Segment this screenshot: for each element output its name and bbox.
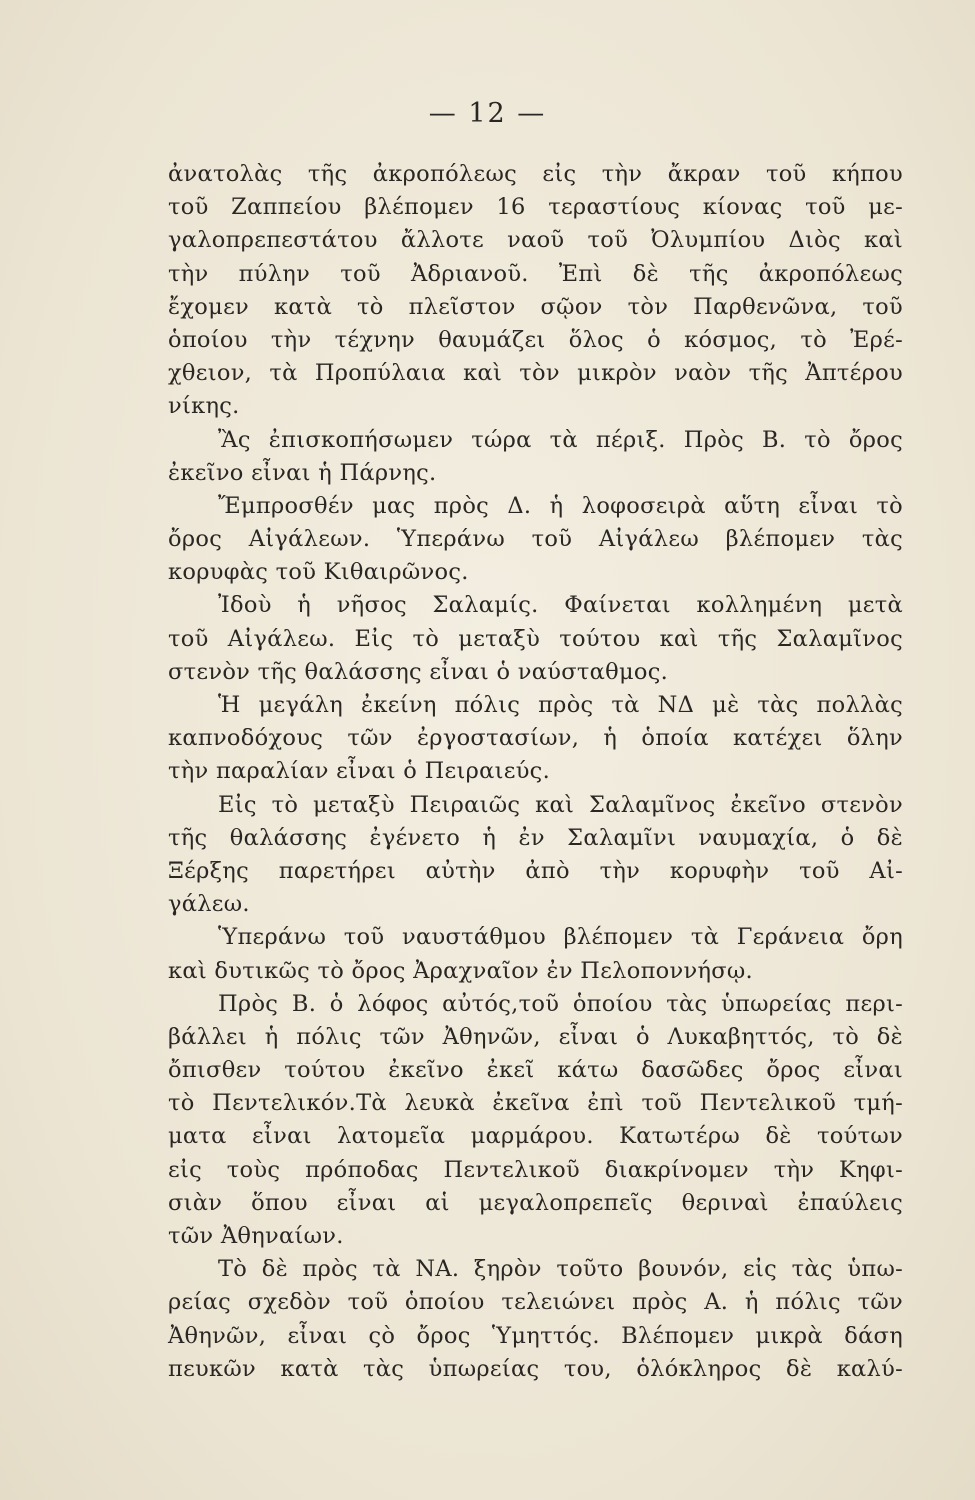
text-line: Ὑπεράνω τοῦ ναυστάθμου βλέπομεν τὰ Γεράνεια ὄρη	[218, 924, 903, 951]
text-line: ἐκεῖνο εἶναι ἡ Πάρνης.	[168, 459, 437, 486]
text-line: Εἰς τὸ μεταξὺ Πειραιῶς καὶ Σαλαμῖνος ἐκεῖνο στενὸν	[218, 791, 903, 818]
paragraph	[168, 158, 903, 424]
text-line: ἔχομεν κατὰ τὸ πλεῖστον σῷον τὸν Παρθενῶνα, τοῦ	[168, 293, 903, 320]
paragraph	[168, 1253, 903, 1386]
text-line: κορυφὰς τοῦ Κιθαιρῶνος.	[168, 559, 469, 586]
paragraph	[168, 589, 903, 689]
text-line: ἀνατολὰς τῆς ἀκροπόλεως εἰς τὴν ἄκραν τοῦ κήπου	[168, 161, 903, 187]
text-line: νίκης.	[168, 393, 240, 420]
text-line: στενὸν τῆς θαλάσσης εἶναι ὁ ναύσταθμος.	[168, 658, 669, 685]
text-line: χθειον, τὰ Προπύλαια καὶ τὸν μικρὸν ναὸν τῆς Ἀπτέρου	[168, 360, 903, 387]
text-line: τὸ Πεντελικόν.Τὰ λευκὰ ἐκεῖνα ἐπὶ τοῦ Πεντελικοῦ τμή-	[168, 1090, 903, 1117]
paragraph	[168, 689, 903, 789]
text-line: Τὸ δὲ πρὸς τὰ ΝΑ. ξηρὸν τοῦτο βουνόν, εἰς τὰς ὑπω-	[218, 1256, 903, 1283]
text-line: γάλεω.	[168, 891, 250, 918]
text-line: ὄπισθεν τούτου ἐκεῖνο ἐκεῖ κάτω δασῶδες ὄρος εἶναι	[168, 1057, 903, 1084]
text-line: ρείας σχεδὸν τοῦ ὁποίου τελειώνει πρὸς Α. ἡ πόλις τῶν	[168, 1289, 903, 1316]
paragraph	[168, 789, 903, 922]
paragraph	[168, 921, 903, 987]
body-text	[168, 158, 903, 1386]
paragraph	[168, 988, 903, 1254]
text-line: Ἡ μεγάλη ἐκείνη πόλις πρὸς τὰ ΝΔ μὲ τὰς πολλὰς	[218, 692, 903, 718]
text-line: τὴν παραλίαν εἶναι ὁ Πειραιεύς.	[168, 758, 551, 785]
paragraph	[168, 424, 903, 490]
text-line: εἰς τοὺς πρόποδας Πεντελικοῦ διακρίνομεν τὴν Κηφι-	[168, 1156, 903, 1183]
text-line: ματα εἶναι λατομεῖα μαρμάρου. Κατωτέρω δὲ τούτων	[168, 1123, 903, 1150]
text-line: τῶν Ἀθηναίων.	[168, 1223, 344, 1249]
text-line: Ἂς ἐπισκοπήσωμεν τώρα τὰ πέριξ. Πρὸς Β. τὸ ὄρος	[218, 426, 903, 453]
text-line: Ἰδοὺ ἡ νῆσος Σαλαμίς. Φαίνεται κολλημένη μετὰ	[218, 592, 903, 619]
text-line: τὴν πύλην τοῦ Ἀδριανοῦ. Ἐπὶ δὲ τῆς ἀκροπόλεως	[168, 260, 903, 287]
text-line: ὄρος Αἰγάλεων. Ὑπεράνω τοῦ Αἰγάλεω βλέπομεν τὰς	[168, 526, 903, 553]
text-line: τῆς θαλάσσης ἐγένετο ἡ ἐν Σαλαμῖνι ναυμαχία, ὁ δὲ	[168, 824, 903, 851]
text-line: σιὰν ὅπου εἶναι αἱ μεγαλοπρεπεῖς θεριναὶ ἐπαύλεις	[168, 1189, 903, 1216]
text-line: καὶ δυτικῶς τὸ ὄρος Ἀραχναῖον ἐν Πελοποννήσῳ.	[168, 957, 753, 984]
text-line: καπνοδόχους τῶν ἐργοστασίων, ἡ ὁποία κατέχει ὅλην	[168, 725, 903, 752]
text-line: βάλλει ἡ πόλις τῶν Ἀθηνῶν, εἶναι ὁ Λυκαβηττός, τὸ δὲ	[168, 1023, 903, 1050]
text-line: ὁποίου τὴν τέχνην θαυμάζει ὅλος ὁ κόσμος, τὸ Ἐρέ-	[168, 326, 903, 353]
text-line: Ἔμπροσθέν μας πρὸς Δ. ἡ λοφοσειρὰ αὕτη εἶναι τὸ	[218, 492, 903, 519]
text-line: τοῦ Αἰγάλεω. Εἰς τὸ μεταξὺ τούτου καὶ τῆς Σαλαμῖνος	[168, 625, 903, 652]
text-line: Ἀθηνῶν, εἶναι ςὸ ὄρος Ὑμηττός. Βλέπομεν μικρὰ δάση	[168, 1322, 903, 1349]
text-line: γαλοπρεπεστάτου ἄλλοτε ναοῦ τοῦ Ὀλυμπίου Διὸς καὶ	[168, 227, 903, 254]
text-line: Πρὸς Β. ὁ λόφος αὐτός,τοῦ ὁποίου τὰς ὑπωρείας περι-	[218, 990, 903, 1017]
page-number: — 12 —	[428, 98, 547, 129]
text-line: τοῦ Ζαππείου βλέπομεν 16 τεραστίους κίονας τοῦ με-	[168, 194, 903, 221]
paragraph	[168, 490, 903, 590]
text-line: πευκῶν κατὰ τὰς ὑπωρείας του, ὁλόκληρος δὲ καλύ-	[168, 1355, 903, 1382]
text-line: Ξέρξης παρετήρει αὐτὴν ἀπὸ τὴν κορυφὴν τοῦ Αἰ-	[168, 857, 903, 884]
